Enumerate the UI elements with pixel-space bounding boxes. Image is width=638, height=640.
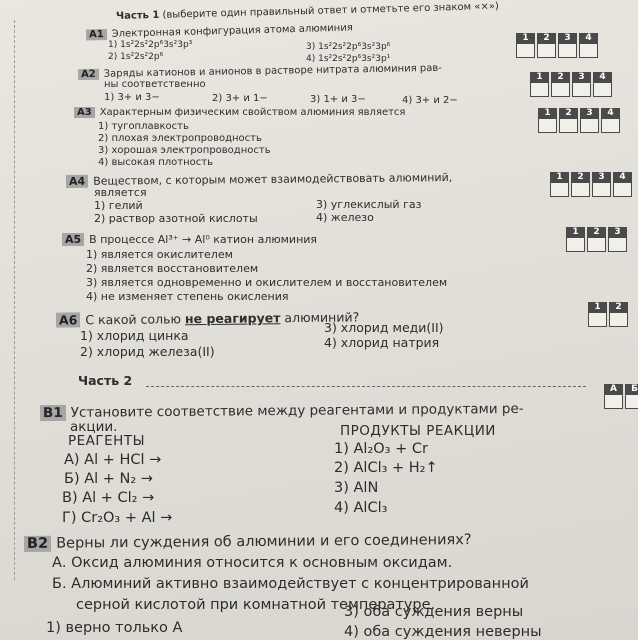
question-text-emphasis: не реагирует [184, 310, 281, 327]
product-4: 4) AlCl₃ [334, 500, 388, 516]
part1-instruction: (выберите один правильный ответ и отметьте его знаком «×») [162, 0, 499, 21]
answer-cell[interactable]: 4 [601, 108, 620, 133]
answer-cell[interactable]: 3 [592, 172, 611, 197]
answer-cell[interactable]: 3 [572, 72, 591, 97]
a5-option-1: 1) является окислителем [86, 248, 233, 261]
answer-cell[interactable]: 3 [608, 227, 627, 252]
b2-statement-b: Б. Алюминий активно взаимодействует с концентрированной [52, 576, 529, 592]
answer-cell[interactable]: 2 [587, 227, 606, 252]
a1-option-1: 1) 1s²2s²2p⁶3s²3p³ [108, 40, 193, 50]
question-a3 [74, 107, 405, 118]
a2-answer-boxes [530, 72, 612, 97]
question-b2 [24, 532, 472, 552]
b2-statement-b-line2: серной кислотой при комнатной температуре. [76, 597, 436, 613]
reagent-g: Г) Cr₂O₃ + Al → [62, 510, 173, 526]
question-number: В2 [24, 536, 51, 552]
a2-option-1: 1) 3+ и 3− [104, 92, 160, 103]
answer-cell[interactable]: Б [625, 384, 638, 409]
question-text: Заряды катионов и анионов в растворе нитрата алюминия рав- [103, 62, 442, 80]
part1-header [116, 1, 499, 22]
reagent-a: А) Al + HCl → [64, 452, 162, 468]
question-text: Установите соответствие между реагентами и продуктами ре- [70, 400, 524, 421]
a4-text-line2: является [94, 186, 147, 199]
a3-option-1: 1) тугоплавкость [98, 121, 189, 132]
answer-cell[interactable]: А [604, 384, 623, 409]
answer-cell[interactable]: 2 [551, 72, 570, 97]
a1-answer-boxes [516, 33, 598, 58]
question-a1 [86, 23, 353, 41]
a4-option-3: 3) углекислый газ [316, 198, 422, 211]
a4-option-1: 1) гелий [94, 199, 143, 212]
part2-title: Часть 2 [78, 373, 133, 388]
answer-cell[interactable]: 1 [530, 72, 549, 97]
a2-text-line2: ны соответственно [104, 79, 206, 90]
answer-cell[interactable]: 1 [566, 227, 585, 252]
a3-option-3: 3) хорошая электропроводность [98, 145, 271, 156]
reagent-b: Б) Al + N₂ → [64, 471, 153, 487]
b2-option-3: 3) оба суждения верны [344, 604, 524, 620]
answer-cell[interactable]: 2 [609, 302, 628, 327]
question-number: А5 [62, 233, 84, 246]
b1-answer-boxes [604, 384, 638, 409]
answer-cell[interactable]: 2 [559, 108, 578, 133]
answer-cell[interactable]: 1 [588, 302, 607, 327]
margin-dashed-line [14, 20, 15, 580]
a5-option-2: 2) является восстановителем [86, 262, 259, 275]
a6-answer-boxes [588, 302, 628, 327]
reagents-header: РЕАГЕНТЫ [68, 433, 145, 449]
question-text-post: алюминий? [284, 309, 360, 326]
a4-option-2: 2) раствор азотной кислоты [94, 212, 258, 225]
b2-option-1: 1) верно только А [46, 620, 183, 636]
a1-option-4: 4) 1s²2s²2p⁶3s²3p¹ [306, 54, 391, 64]
a6-option-3: 3) хлорид меди(II) [324, 320, 444, 335]
a2-option-2: 2) 3+ и 1− [212, 93, 268, 104]
a3-option-4: 4) высокая плотность [98, 157, 213, 168]
product-1: 1) Al₂O₃ + Cr [334, 441, 428, 457]
answer-cell[interactable]: 2 [537, 33, 556, 58]
question-text: В процессе Al³⁺ → Al⁰ катион алюминия [89, 233, 318, 246]
a1-option-2: 2) 1s²2s²2p⁶ [108, 52, 164, 62]
question-text: Характерным физическим свойством алюминия является [99, 107, 406, 118]
answer-cell[interactable]: 4 [593, 72, 612, 97]
answer-cell[interactable]: 2 [571, 172, 590, 197]
answer-cell[interactable]: 1 [516, 33, 535, 58]
question-a6 [56, 309, 359, 327]
question-number: А2 [78, 69, 99, 80]
a6-option-2: 2) хлорид железа(II) [80, 344, 215, 359]
b1-text-line2: акции. [70, 419, 118, 435]
answer-cell[interactable]: 3 [558, 33, 577, 58]
a5-answer-boxes [566, 227, 627, 252]
answer-cell[interactable]: 4 [579, 33, 598, 58]
a5-option-4: 4) не изменяет степень окисления [86, 290, 289, 303]
a6-option-1: 1) хлорид цинка [80, 328, 189, 343]
a4-answer-boxes [550, 172, 632, 197]
question-number: А3 [74, 107, 95, 118]
product-2: 2) AlCl₃ + H₂↑ [334, 460, 438, 476]
question-number: В1 [40, 405, 66, 421]
answer-cell[interactable]: 1 [550, 172, 569, 197]
products-header: ПРОДУКТЫ РЕАКЦИИ [340, 423, 496, 439]
question-a5 [62, 233, 317, 246]
question-text: Верны ли суждения об алюминии и его соединениях? [56, 532, 472, 552]
question-number: А4 [66, 175, 88, 188]
question-number: А6 [56, 312, 81, 327]
b2-option-4: 4) оба суждения неверны [344, 624, 542, 640]
question-a2 [78, 63, 442, 80]
b2-statement-a: А. Оксид алюминия относится к основным оксидам. [52, 555, 453, 571]
a4-option-4: 4) железо [316, 211, 374, 224]
a2-option-3: 3) 1+ и 3− [310, 94, 366, 105]
answer-cell[interactable]: 1 [538, 108, 557, 133]
answer-cell[interactable]: 4 [613, 172, 632, 197]
a1-option-3: 3) 1s²2s²2p⁶3s²3p⁶ [306, 42, 391, 52]
a5-option-3: 3) является одновременно и окислителем и восстановителем [86, 276, 448, 289]
a2-option-4: 4) 3+ и 2− [402, 95, 458, 106]
a3-option-2: 2) плохая электропроводность [98, 133, 262, 144]
a3-answer-boxes [538, 108, 620, 133]
answer-cell[interactable]: 3 [580, 108, 599, 133]
question-number: А1 [86, 29, 107, 41]
question-text: Электронная конфигурация атома алюминия [111, 22, 353, 40]
a6-option-4: 4) хлорид натрия [324, 335, 440, 350]
reagent-v: В) Al + Cl₂ → [62, 490, 155, 506]
question-text-pre: С какой солью [85, 311, 182, 328]
part2-rule [146, 386, 586, 387]
question-text: Веществом, с которым может взаимодействовать алюминий, [93, 170, 453, 188]
part1-title: Часть 1 [115, 9, 160, 23]
product-3: 3) AlN [334, 480, 379, 496]
